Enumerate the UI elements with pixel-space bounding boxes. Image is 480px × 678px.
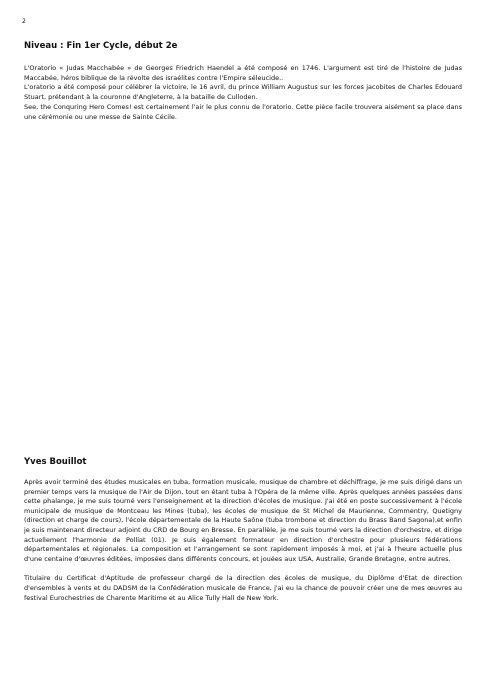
intro-paragraph-2: L'oratorio a été composé pour célébrer la victoire, le 16 avril, du prince William Augustus sur les forces jacobites de Charles Edouard Stuart, prétendant à la couronne d'Angleterre, à la bataille de Culloden.: [24, 83, 462, 102]
bio-heading: Yves Bouillot: [24, 457, 87, 467]
intro-section: [24, 64, 462, 122]
intro-paragraph-3: See, the Conquring Hero Comes! est certainement l'air le plus connu de l'oratorio. Cette pièce facile trouvera aisément sa place dans une cérémonie ou une messe de Sainte Cécile.: [24, 102, 462, 121]
bio-paragraph-2: Titulaire du Certificat d'Aptitude de professeur chargé de la direction des écoles de musique, du Diplôme d'Etat de direction d'ensembles à vents et du DADSM de la Confédération musicale de France, j'ai eu la chance de pouvoir créer une de mes œuvres au festival Eurochestries de Charente Maritime et au Alice Tully Hall de New York.: [24, 574, 462, 602]
bio-section: [24, 478, 462, 603]
level-heading: Niveau : Fin 1er Cycle, début 2e: [24, 41, 178, 51]
bio-paragraph-1: Après avoir terminé des études musicales en tuba, formation musicale, musique de chambre et déchiffrage, je me suis dirigé dans un premier temps vers la musique de l'Air de Dijon, tout en étant tuba à l'Opéra de la même ville. Après quelques années passées dans cette phalange, je me suis tourné vers l'enseignement et la direction d'écoles de musique. J'ai été en poste successivement à l'école municipale de musique de Montceau les Mines (tuba), les écoles de musique de St Michel de Maurienne, Commentry, Quetigny (direction et charge de cours), l'école départementale de la Haute Saône (tuba trombone et direction du Brass Band Sagona),et enfin je suis maintenant directeur adjoint du CRD de Bourg en Bresse. En parallèle, je me suis tourné vers la direction d'orchestre, et dirige actuellement l'harmonie de Polliat (01). Je suis également formateur en direction d'orchestre pour plusieurs fédérations départementales et régionales. La composition et l'arrangement se sont rapidement imposés à moi, et j'ai à l'heure actuelle plus d'une centaine d'œuvres éditées, imposées dans différents concours, et jouées aux USA, Australie, Grande Bretagne, entre autres.: [24, 478, 462, 563]
page-number: 2: [22, 18, 26, 25]
intro-paragraph-1: L'Oratorio « Judas Macchabée » de Georges Friedrich Haendel a été composé en 1746. L'argument est tiré de l'histoire de Judas Maccabée, héros biblique de la révolte des israélites contre l'Empire séleucide..: [24, 64, 462, 82]
